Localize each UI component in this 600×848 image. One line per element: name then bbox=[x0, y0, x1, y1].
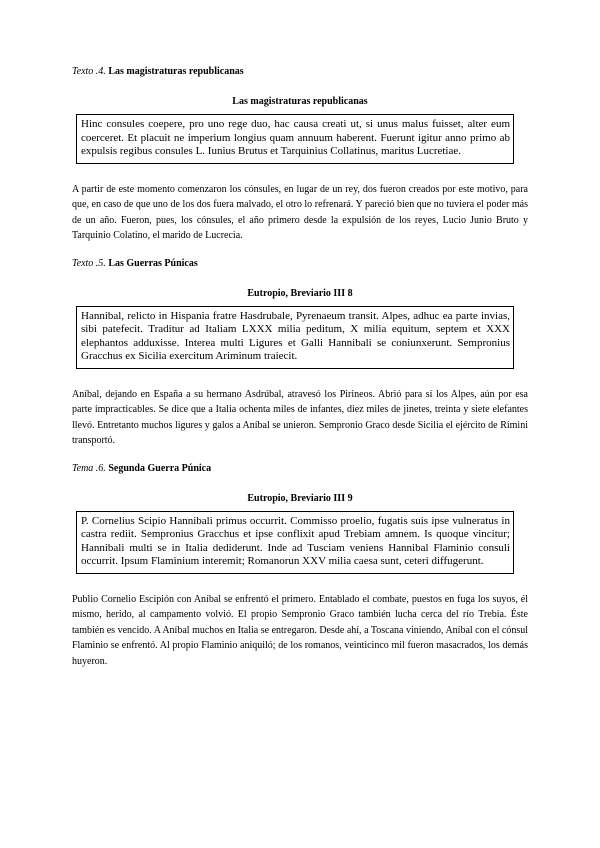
box-title: Eutropio, Breviario III 8 bbox=[247, 287, 353, 299]
section-number: Texto .5. bbox=[72, 257, 106, 269]
section-number: Texto .4. bbox=[72, 66, 106, 77]
latin-text-box: Hannibal, relicto in Hispania fratre Hasdrubale, Pyrenaeum transit. Alpes, adhuc ea parte invias, sibi patefecit. Traditur ad Italiam LXXX milia peditum, X milia equitum, septem et XXX elephantos adduxisse. Interea multi Ligures et Galli Hannibali se coniunxerunt. Sempronius Gracchus ex Sicilia exercitum Ariminum traiecit. bbox=[76, 306, 514, 369]
latin-text-box: Hinc consules coepere, pro uno rege duo, hac causa creati ut, si unus malus fuisset, alter eum coerceret. Et placuit ne imperium longius quam annuum haberent. Fuerunt igitur anno primo ab expulsis regibus consules L. Iunius Brutus et Tarquinius Collatinus, maritus Lucretiae. bbox=[76, 114, 514, 164]
translation-paragraph: Publio Cornelio Escipión con Aníbal se enfrentó el primero. Entablado el combate, puestos en fuga los suyos, él mismo, herido, al campamento volvió. El propio Sempronio Graco también lucha cerca del río Trebia. Éste también es vencido. A Aníbal muchos en Italia se entregaron. Desde ahí, a Toscana viniendo, Aníbal con el cónsul Flaminio se enfrentó. Al propio Flaminio aniquiló; de los romanos, veinticinco mil fueron masacrados, los demás huyeron. bbox=[72, 593, 528, 667]
document-page bbox=[72, 66, 528, 683]
latin-text-box: P. Cornelius Scipio Hannibali primus occurrit. Commisso proelio, fugatis suis ipse vulneratus in castra rediit. Sempronius Gracchus et ipse conflixit apud Trebiam amnem. Is quoque vincitur; Hannibali multi se in Italia dediderunt. Inde ad Tusciam veniens Hannibal Flaminio consuli occurrit. Ipsum Flaminium interemit; Romanorun XXV milia caesa sunt, ceteri diffugerunt. bbox=[76, 511, 514, 574]
section-heading bbox=[72, 66, 528, 78]
section-title: Segunda Guerra Púnica bbox=[108, 462, 212, 474]
section-heading bbox=[72, 463, 528, 475]
box-title: Las magistraturas republicanas bbox=[232, 96, 368, 107]
section-title: Las Guerras Púnicas bbox=[108, 257, 198, 269]
section-number: Tema .6. bbox=[72, 462, 106, 474]
translation-paragraph: A partir de este momento comenzaron los cónsules, en lugar de un rey, dos fueron creados por este motivo, para que, en caso de que uno de los dos fuera malvado, el otro lo refrenará. Y pareció bien que no tuviera el poder más de un año. Fueron, pues, los cónsules, el año primero desde la expulsión de los reyes, Lucio Junio Bruto y Tarquinio Colatino, el marido de Lucrecia. bbox=[72, 183, 528, 241]
section-title: Las magistraturas republicanas bbox=[108, 66, 244, 77]
section-texto-4 bbox=[72, 66, 528, 244]
box-title: Eutropio, Breviario III 9 bbox=[247, 492, 353, 504]
section-tema-6 bbox=[72, 463, 528, 670]
translation-paragraph: Aníbal, dejando en España a su hermano Asdrúbal, atravesó los Pirineos. Abrió para sí los Alpes, aún por esa parte impracticables. Se dice que a Italia ochenta miles de infantes, diez miles de jinetes, treinta y siete elefantes llevó. Entretanto muchos ligures y galos a Aníbal se unieron. Sempronio Graco desde Sicilia el ejército de Rímini transportó. bbox=[72, 388, 528, 446]
section-texto-5 bbox=[72, 258, 528, 449]
section-heading bbox=[72, 258, 528, 270]
